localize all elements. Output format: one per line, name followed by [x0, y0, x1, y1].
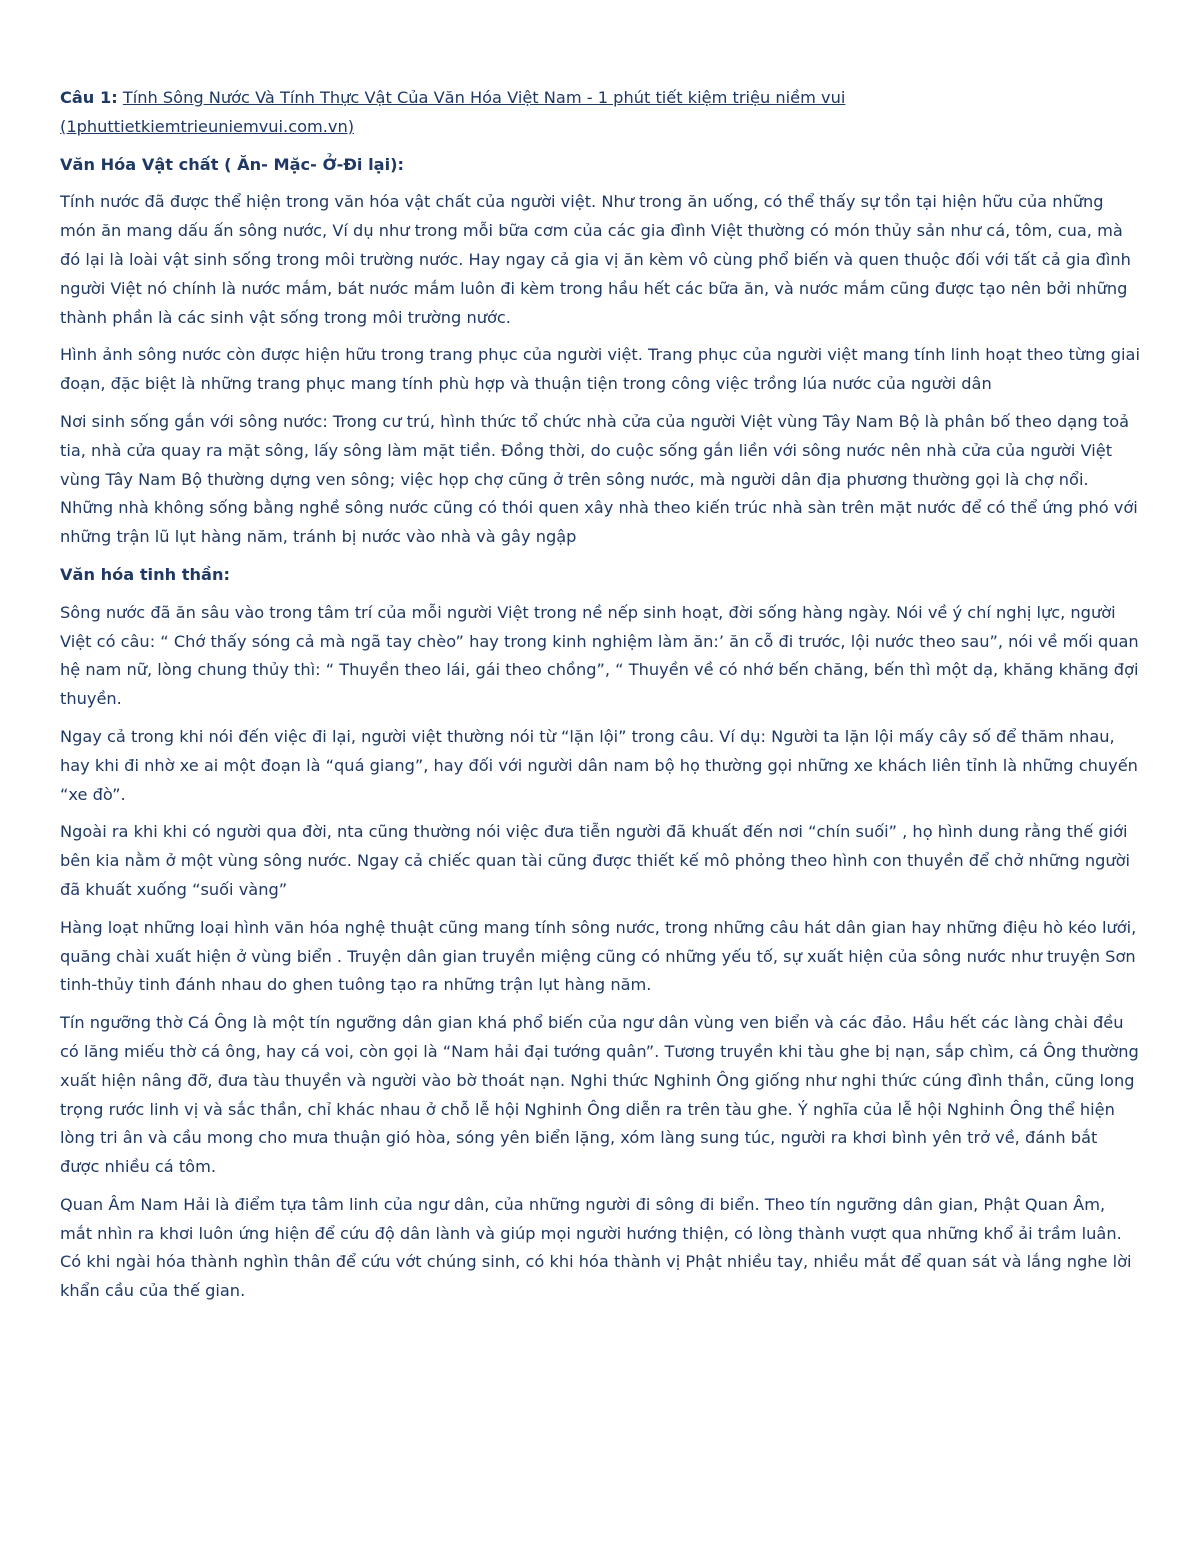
question-source-link[interactable]: (1phuttietkiemtrieuniemvui.com.vn)	[60, 116, 355, 136]
paragraph-travel-words: Ngay cả trong khi nói đến việc đi lại, người việt thường nói từ “lặn lội” trong câu. Ví dụ: Người ta lặn lội mấy cây số để thăm nhau, hay khi đi nhờ xe ai một đoạn là “quá giang”, hay đối với người dân nam bộ họ thường gọi những xe khách liên tỉnh là những chuyến “xe đò”.	[60, 726, 1138, 804]
section-heading-material-culture: Văn Hóa Vật chất ( Ăn- Mặc- Ở-Đi lại):	[60, 154, 405, 174]
question-label: Câu 1:	[60, 88, 118, 107]
section-heading-spiritual-culture: Văn hóa tinh thần:	[60, 564, 230, 584]
paragraph-afterlife: Ngoài ra khi khi có người qua đời, nta cũng thường nói việc đưa tiễn người đã khuất đến nơi “chín suối” , họ hình dung rằng thế giới bên kia nằm ở một vùng sông nước. Ngay cả chiếc quan tài cũng được thiết kế mô phỏng theo hình con thuyền để chở những người đã khuất xuống “suối vàng”	[60, 822, 1131, 899]
question-heading	[60, 84, 1140, 142]
paragraph-housing: Nơi sinh sống gắn với sông nước: Trong cư trú, hình thức tổ chức nhà cửa của người Việt vùng Tây Nam Bộ là phân bố theo dạng toả tia, nhà cửa quay ra mặt sông, lấy sông làm mặt tiền. Đồng thời, do cuộc sống gắn liền với sông nước nên nhà cửa của người Việt vùng Tây Nam Bộ thường dựng ven sông; việc họp chợ cũng ở trên sông nước, mà người dân địa phương thường gọi là chợ nổi. Những nhà không sống bằng nghề sông nước cũng có thói quen xây nhà theo kiến trúc nhà sàn trên mặt nước để có thể ứng phó với những trận lũ lụt hàng năm, tránh bị nước vào nhà và gây ngập	[60, 411, 1138, 547]
paragraph-folk-art: Hàng loạt những loại hình văn hóa nghệ thuật cũng mang tính sông nước, trong những câu hát dân gian hay những điệu hò kéo lưới, quăng chài xuất hiện ở vùng biển . Truyện dân gian truyền miệng cũng có những yếu tố, sự xuất hiện của sông nước như truyện Sơn tinh-thủy tinh đánh nhau do ghen tuông tạo ra những trận lụt hàng năm.	[60, 917, 1137, 995]
paragraph-cuisine: Tính nước đã được thể hiện trong văn hóa vật chất của người việt. Như trong ăn uống, có thể thấy sự tồn tại hiện hữu của những món ăn mang dấu ấn sông nước, Ví dụ như trong mỗi bữa cơm của các gia đình Việt thường có món thủy sản như cá, tôm, cua, mà đó lại là loài vật sinh sống trong môi trường nước. Hay ngay cả gia vị ăn kèm vô cùng phổ biến và quen thuộc đối với tất cả gia đình người Việt nó chính là nước mắm, bát nước mắm luôn đi kèm trong hầu hết các bữa ăn, và nước mắm cũng được tạo nên bởi những thành phần là các sinh vật sống trong môi trường nước.	[60, 192, 1131, 327]
paragraph-proverbs: Sông nước đã ăn sâu vào trong tâm trí của mỗi người Việt trong nề nếp sinh hoạt, đời sống hàng ngày. Nói về ý chí nghị lực, người Việt có câu: “ Chớ thấy sóng cả mà ngã tay chèo” hay trong kinh nghiệm làm ăn:’ ăn cỗ đi trước, lội nước theo sau”, nói về mối quan hệ nam nữ, lòng chung thủy thì: “ Thuyền theo lái, gái theo chồng”, “ Thuyền về có nhớ bến chăng, bến thì một dạ, khăng khăng đợi thuyền.	[60, 602, 1139, 709]
question-title-link[interactable]: Tính Sông Nước Và Tính Thực Vật Của Văn Hóa Việt Nam - 1 phút tiết kiệm triệu niềm vui	[122, 88, 846, 107]
document-page	[60, 84, 1140, 1306]
paragraph-whale-worship: Tín ngưỡng thờ Cá Ông là một tín ngưỡng dân gian khá phổ biến của ngư dân vùng ven biển và các đảo. Hầu hết các làng chài đều có lăng miếu thờ cá ông, hay cá voi, còn gọi là “Nam hải đại tướng quân”. Tương truyền khi tàu ghe bị nạn, sắp chìm, cá Ông thường xuất hiện nâng đỡ, đưa tàu thuyền và người vào bờ thoát nạn. Nghi thức Nghinh Ông giống như nghi thức cúng đình thần, cũng long trọng rước linh vị và sắc thần, chỉ khác nhau ở chỗ lễ hội Nghinh Ông diễn ra trên tàu ghe. Ý nghĩa của lễ hội Nghinh Ông thể hiện lòng tri ân và cầu mong cho mưa thuận gió hòa, sóng yên biển lặng, xóm làng sung túc, người ra khơi bình yên trở về, đánh bắt được nhiều cá tôm.	[60, 1013, 1139, 1177]
paragraph-clothing: Hình ảnh sông nước còn được hiện hữu trong trang phục của người việt. Trang phục của người việt mang tính linh hoạt theo từng giai đoạn, đặc biệt là những trang phục mang tính phù hợp và thuận tiện trong công việc trồng lúa nước của người dân	[60, 345, 1140, 394]
paragraph-guanyin: Quan Âm Nam Hải là điểm tựa tâm linh của ngư dân, của những người đi sông đi biển. Theo tín ngưỡng dân gian, Phật Quan Âm, mắt nhìn ra khơi luôn ứng hiện để cứu độ dân lành và giúp mọi người hướng thiện, có lòng thành vượt qua những khổ ải trầm luân. Có khi ngài hóa thành nghìn thân để cứu vớt chúng sinh, có khi hóa thành vị Phật nhiều tay, nhiều mắt để quan sát và lắng nghe lời khẩn cầu của thế gian.	[60, 1194, 1132, 1301]
